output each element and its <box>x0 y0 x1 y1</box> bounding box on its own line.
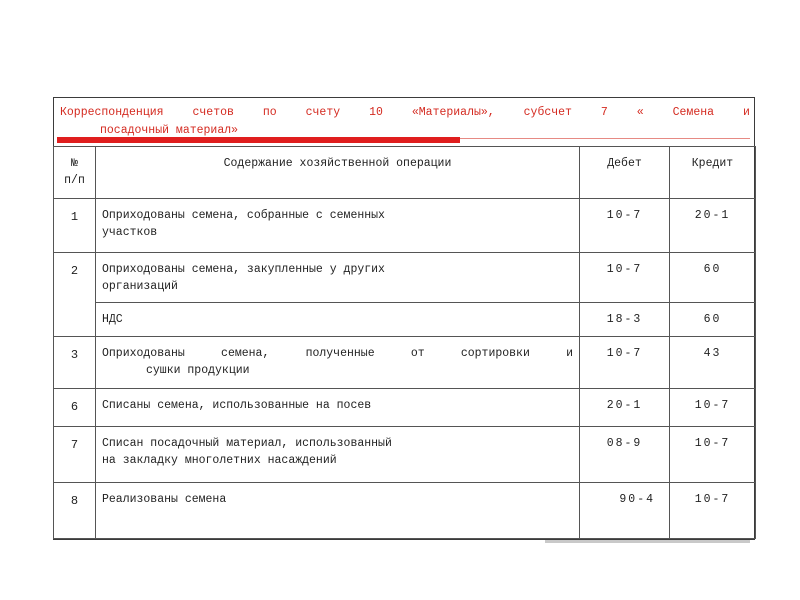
row-content-line: НДС <box>102 313 123 326</box>
title-word: 10 <box>369 106 383 119</box>
title-word: « <box>636 106 644 119</box>
header-debit: Дебет <box>580 147 670 199</box>
row-debit: 20-1 <box>580 389 670 427</box>
table-header-row <box>54 147 756 199</box>
title-word: 7 <box>600 106 608 119</box>
row-content <box>96 199 580 253</box>
row-content-line: Реализованы семена <box>102 493 227 506</box>
row-num: 2 <box>54 253 96 337</box>
title-word: по <box>262 106 277 119</box>
row-word: Оприходованы <box>102 347 185 360</box>
row-debit: 10-7 <box>580 253 670 303</box>
header-content: Содержание хозяйственной операции <box>96 147 580 199</box>
row-debit: 08-9 <box>580 427 670 483</box>
row-debit: 90-4 <box>580 483 670 539</box>
title-underline-bar <box>57 137 460 143</box>
row-num: 6 <box>54 389 96 427</box>
row-content-line <box>102 345 573 362</box>
row-content <box>96 253 580 303</box>
title-word: Семена <box>672 106 715 119</box>
row-content-line: Оприходованы семена, собранные с семенных <box>102 209 385 222</box>
header-credit: Кредит <box>670 147 756 199</box>
table-row <box>54 427 756 483</box>
row-content <box>96 483 580 539</box>
row-debit: 18-3 <box>580 303 670 337</box>
row-content-line: Оприходованы семена, закупленные у других <box>102 263 385 276</box>
title-word: счетов <box>192 106 234 119</box>
row-word: и <box>566 347 573 360</box>
row-content-line: Списан посадочный материал, использованный <box>102 437 392 450</box>
accounts-table <box>53 146 756 539</box>
row-debit: 10-7 <box>580 337 670 389</box>
bottom-shadow-rule <box>545 540 750 543</box>
title-word: и <box>743 106 750 119</box>
title-word: субсчет <box>523 106 572 119</box>
row-content-line: Списаны семена, использованные на посев <box>102 399 372 412</box>
title-word: «Материалы», <box>411 106 495 119</box>
row-num: 3 <box>54 337 96 389</box>
header-num-abbrev: п/п <box>64 174 85 187</box>
row-word: семена, <box>221 347 270 360</box>
title-word: счету <box>305 106 341 119</box>
row-content <box>96 427 580 483</box>
title-underline-rule <box>460 138 750 139</box>
row-num: 1 <box>54 199 96 253</box>
row-credit: 60 <box>670 253 756 303</box>
table-row <box>54 253 756 303</box>
row-credit: 43 <box>670 337 756 389</box>
table-row <box>54 199 756 253</box>
row-num: 8 <box>54 483 96 539</box>
row-content <box>96 337 580 389</box>
title-line-2: посадочный материал» <box>100 124 239 137</box>
row-debit: 10-7 <box>580 199 670 253</box>
header-num <box>54 147 96 199</box>
row-word: от <box>410 347 425 360</box>
row-content-line: участков <box>102 226 158 239</box>
row-credit: 20-1 <box>670 199 756 253</box>
title-line-1 <box>60 104 750 122</box>
row-word: полученные <box>305 347 375 360</box>
document-title <box>60 104 750 140</box>
row-num: 7 <box>54 427 96 483</box>
table-row <box>54 337 756 389</box>
table-row <box>54 389 756 427</box>
row-credit: 10-7 <box>670 427 756 483</box>
row-content-line: организаций <box>102 280 178 293</box>
row-content-line: сушки продукции <box>146 364 250 377</box>
row-credit: 60 <box>670 303 756 337</box>
row-credit: 10-7 <box>670 483 756 539</box>
row-credit: 10-7 <box>670 389 756 427</box>
row-content <box>96 303 580 337</box>
title-word: Корреспонденция <box>60 106 164 119</box>
row-content-line: на закладку многолетних насаждений <box>102 454 337 467</box>
row-word: сортировки <box>460 347 530 360</box>
table-row <box>54 303 756 337</box>
header-num-symbol: № <box>71 157 78 170</box>
table-row <box>54 483 756 539</box>
row-content <box>96 389 580 427</box>
